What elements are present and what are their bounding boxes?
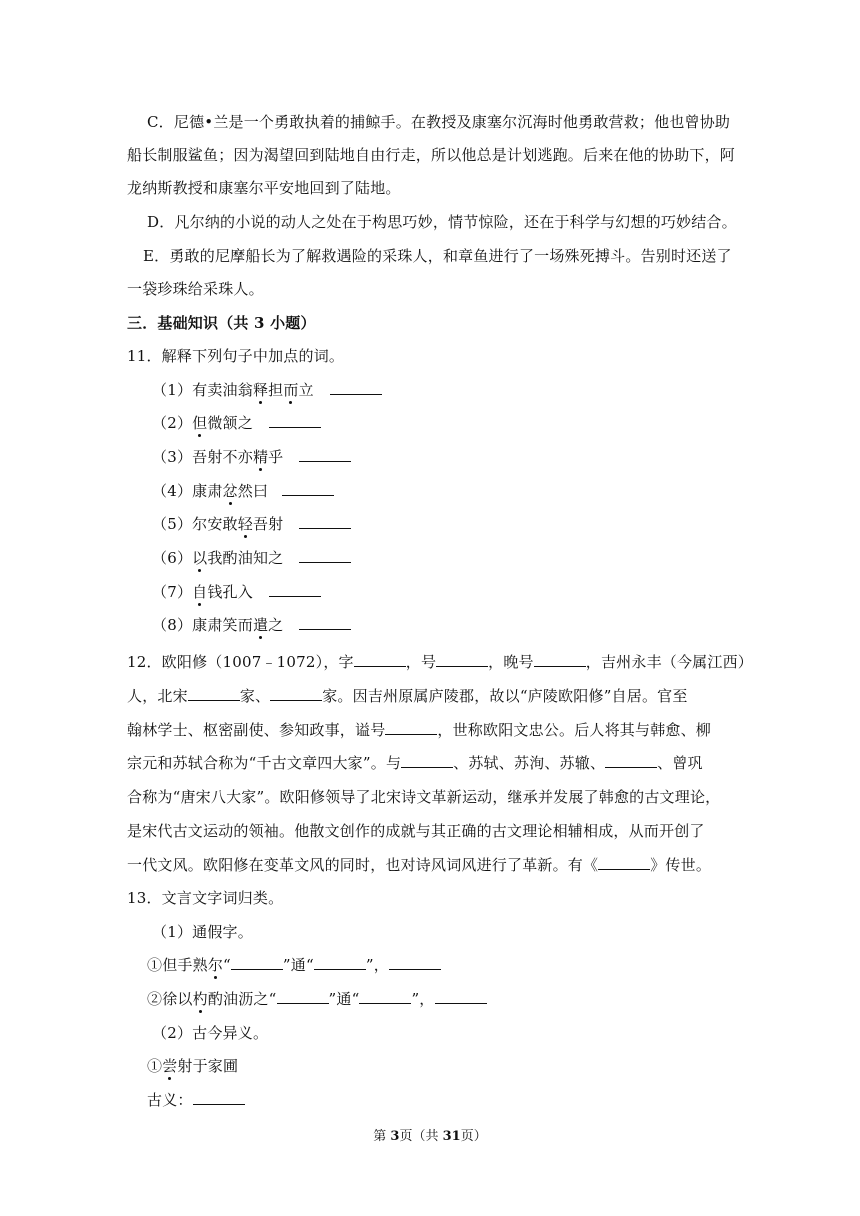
q13-item-b1: ①尝射于家圃	[147, 1057, 239, 1075]
total-pages: 31	[442, 1129, 461, 1144]
answer-blank[interactable]	[435, 989, 487, 1004]
q12-line-4: 宗元和苏轼合称为“千古文章四大家”。与 、苏轼、苏洵、苏辙、 、曾巩	[127, 754, 703, 772]
q11-item-3: （3）吾射不亦精乎	[152, 447, 351, 467]
q12-line-2: 人，北宋 家、 家。因吉州原属庐陵郡，故以“庐陵欧阳修”自居。官至	[127, 687, 688, 705]
q12-line-5: 合称为“唐宋八大家”。欧阳修领导了北宋诗文革新运动，继承并发展了韩愈的古文理论，	[127, 788, 721, 806]
answer-blank[interactable]	[436, 652, 488, 667]
q13-sub-2: （2）古今异义。	[152, 1024, 269, 1042]
answer-blank[interactable]	[299, 447, 351, 462]
answer-blank[interactable]	[282, 481, 334, 496]
answer-blank[interactable]	[401, 753, 453, 768]
answer-blank[interactable]	[389, 955, 441, 970]
q11-stem: 11．解释下列句子中加点的词。	[127, 347, 345, 365]
q13-sub-1: （1）通假字。	[152, 923, 253, 941]
q12-line-3: 翰林学士、枢密副使、参知政事，谥号 ，世称欧阳文忠公。后人将其与韩愈、柳	[127, 721, 712, 739]
answer-blank[interactable]	[605, 753, 657, 768]
q11-item-8: （8）康肃笑而遣之	[152, 615, 351, 635]
page-footer: 第 3页（共 31页）	[373, 1129, 487, 1144]
q12-line-1: 12．欧阳修（1007﹣1072），字 ，号 ，晚号 ，吉州永丰（今属江西）	[127, 653, 753, 671]
q11-item-6: （6）以我酌油知之	[152, 548, 351, 568]
q11-item-5: （5）尔安敢轻吾射	[152, 514, 351, 534]
option-c-line-1: C．尼德•兰是一个勇敢执着的捕鲸手。在教授及康塞尔沉海时他勇敢营救；他也曾协助	[147, 113, 731, 131]
answer-blank[interactable]	[534, 652, 586, 667]
q11-item-2: （2）但微颔之	[152, 413, 321, 433]
answer-blank[interactable]	[299, 514, 351, 529]
answer-blank[interactable]	[299, 615, 351, 630]
option-c-line-3: 龙纳斯教授和康塞尔平安地回到了陆地。	[127, 179, 401, 197]
answer-blank[interactable]	[359, 989, 411, 1004]
answer-blank[interactable]	[354, 652, 406, 667]
section-three-heading: 三．基础知识（共 3 小题）	[127, 314, 316, 332]
q13-item-a2: ②徐以杓酌油沥之“ ”通“ ”，	[147, 989, 487, 1009]
q11-item-4: （4）康肃忿然曰	[152, 481, 334, 501]
option-d-line-1: D．凡尔纳的小说的动人之处在于构思巧妙，情节惊险，还在于科学与幻想的巧妙结合。	[147, 213, 737, 231]
page-number: 3	[390, 1129, 400, 1144]
answer-blank[interactable]	[277, 989, 329, 1004]
option-e-line-1: E．勇敢的尼摩船长为了解救遇险的采珠人，和章鱼进行了一场殊死搏斗。告别时还送了	[143, 247, 732, 265]
answer-blank[interactable]	[231, 955, 283, 970]
option-e-line-2: 一袋珍珠给采珠人。	[127, 280, 264, 298]
q12-line-7: 一代文风。欧阳修在变革文风的同时，也对诗风词风进行了革新。有《 》传世。	[127, 856, 712, 874]
answer-blank[interactable]	[269, 413, 321, 428]
answer-blank[interactable]	[330, 380, 382, 395]
answer-blank[interactable]	[270, 686, 322, 701]
answer-blank[interactable]	[188, 686, 240, 701]
q13-stem: 13．文言文字词归类。	[127, 889, 284, 907]
option-c-line-2: 船长制服鲨鱼；因为渴望回到陆地自由行走，所以他总是计划逃跑。后来在他的协助下，阿	[127, 146, 736, 164]
answer-blank[interactable]	[598, 855, 650, 870]
q12-line-6: 是宋代古文运动的领袖。他散文创作的成就与其正确的古文理论相辅相成，从而开创了	[127, 822, 705, 840]
q11-item-1: （1）有卖油翁释担而立	[152, 380, 382, 400]
q11-item-7: （7）自钱孔入	[152, 582, 321, 602]
answer-blank[interactable]	[193, 1090, 245, 1105]
q13-gu-yi: 古义：	[147, 1090, 245, 1110]
q13-item-a1: ①但手熟尔“ ”通“ ”，	[147, 955, 441, 975]
answer-blank[interactable]	[299, 548, 351, 563]
answer-blank[interactable]	[385, 720, 437, 735]
answer-blank[interactable]	[314, 955, 366, 970]
answer-blank[interactable]	[269, 582, 321, 597]
